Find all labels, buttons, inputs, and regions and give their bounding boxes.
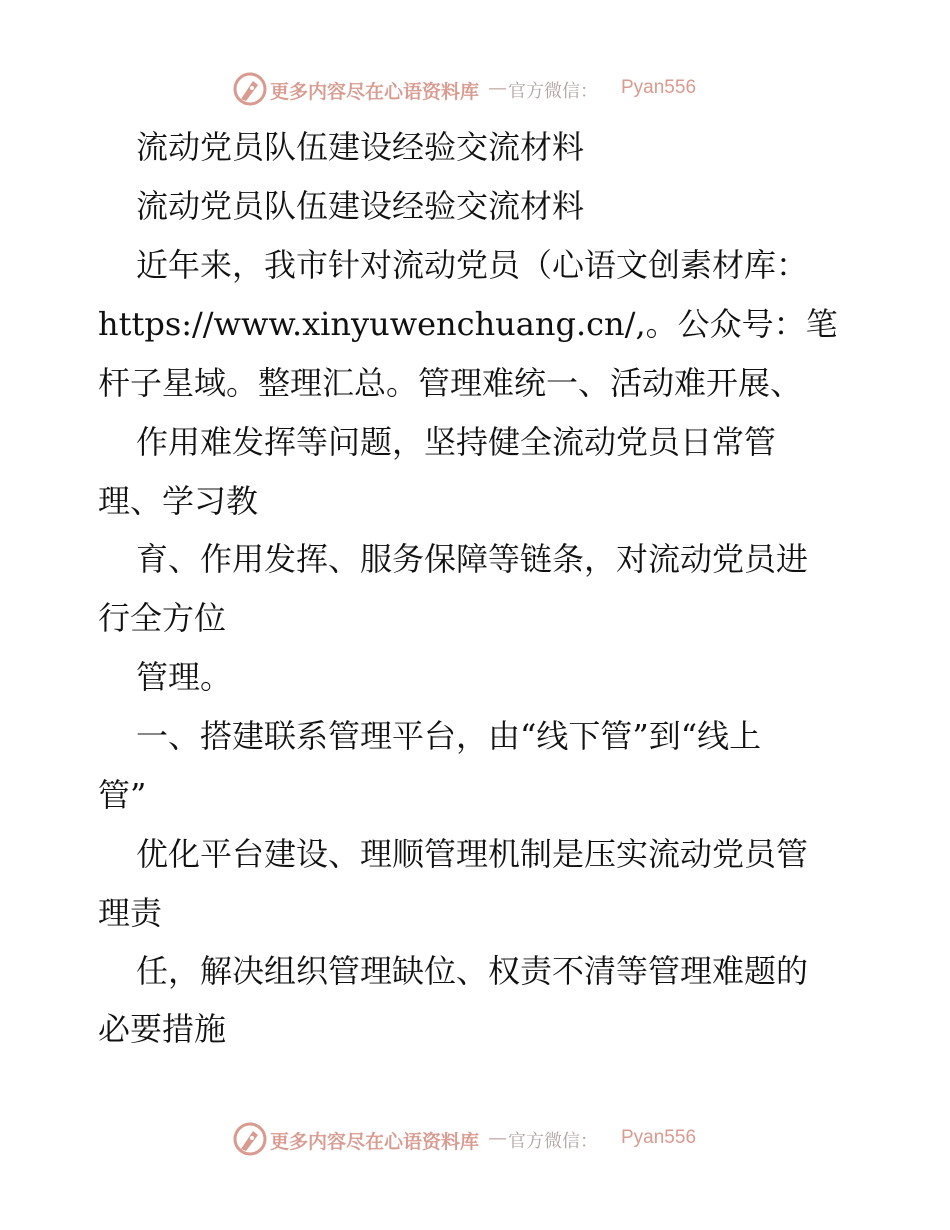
wechat-id: Pyan556 bbox=[621, 77, 697, 98]
wechat-id: Pyan556 bbox=[621, 1127, 697, 1148]
paragraph-line: 育、作用发挥、服务保障等链条，对流动党员进 bbox=[136, 540, 809, 578]
pen-nib-logo-icon bbox=[233, 72, 267, 106]
header-banner bbox=[0, 70, 950, 110]
section-heading-cont: 管” bbox=[98, 776, 147, 814]
wechat-label: 官方微信： bbox=[508, 1131, 598, 1152]
paragraph-line: 优化平台建设、理顺管理机制是压实流动党员管 bbox=[136, 835, 809, 873]
section-heading: 一、搭建联系管理平台，由“线下管”到“线上 bbox=[136, 717, 762, 755]
pen-nib-logo-icon bbox=[233, 1122, 267, 1156]
doc-title: 流动党员队伍建设经验交流材料 bbox=[136, 128, 585, 166]
paragraph-line: 作用难发挥等问题，坚持健全流动党员日常管 bbox=[136, 423, 777, 461]
brand-text: 更多内容尽在心语资料库 bbox=[270, 81, 480, 103]
paragraph-line: 任，解决组织管理缺位、权责不清等管理难题的 bbox=[136, 952, 809, 990]
paragraph-line: 必要措施 bbox=[98, 1010, 227, 1048]
paragraph-line: https://www.xinyuwenchuang.cn/,。公众号：笔 bbox=[98, 305, 838, 343]
brand-text: 更多内容尽在心语资料库 bbox=[270, 1131, 480, 1153]
wechat-label: 官方微信： bbox=[508, 81, 598, 102]
paragraph-line: 理、学习教 bbox=[98, 482, 259, 520]
doc-subtitle: 流动党员队伍建设经验交流材料 bbox=[136, 187, 585, 225]
paragraph-line: 理责 bbox=[98, 894, 163, 932]
banner-separator: — bbox=[488, 1127, 507, 1149]
footer-banner bbox=[0, 1120, 950, 1160]
banner-separator: — bbox=[488, 77, 507, 99]
paragraph-line: 管理。 bbox=[136, 658, 233, 696]
paragraph-line: 杆子星域。整理汇总。管理难统一、活动难开展、 bbox=[98, 364, 803, 402]
paragraph-line: 近年来，我市针对流动党员（心语文创素材库： bbox=[136, 246, 809, 284]
paragraph-line: 行全方位 bbox=[98, 599, 227, 637]
